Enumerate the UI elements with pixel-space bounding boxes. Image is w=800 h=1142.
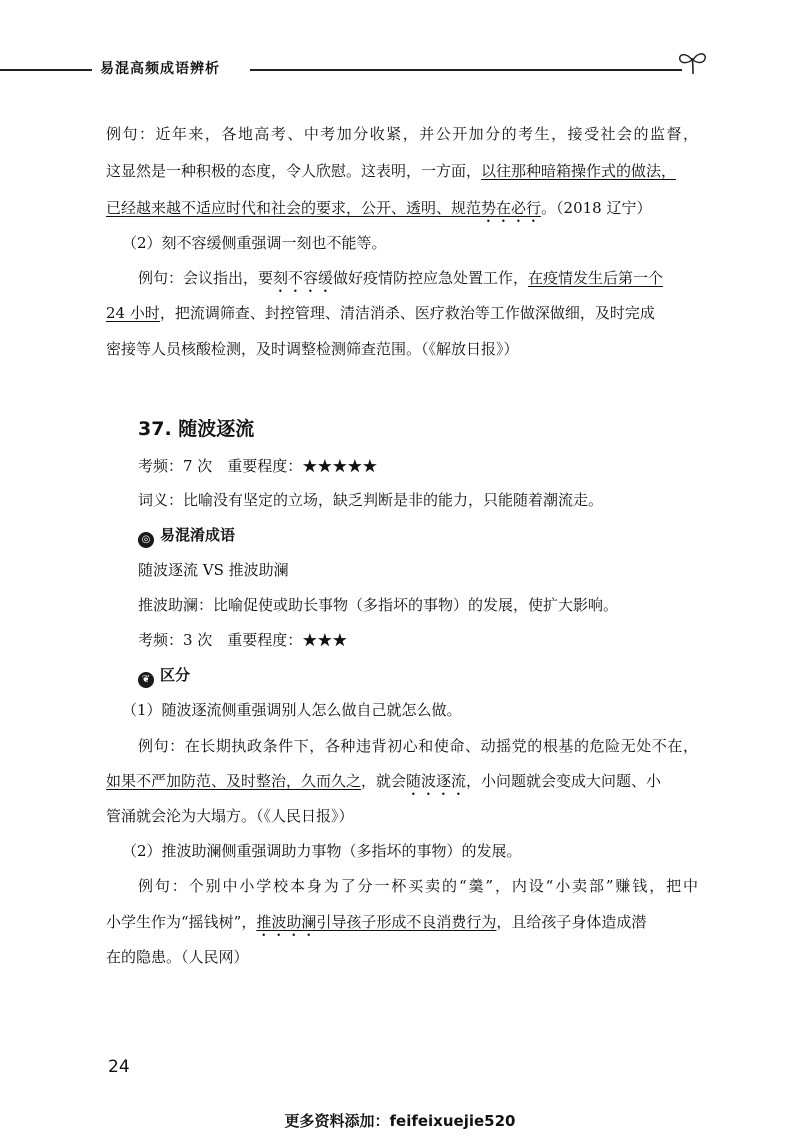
example-paragraph-line: 例句：近年来，各地高考、中考加分收紧，并公开加分的考生，接受社会的监督，	[106, 125, 698, 143]
distinguish-heading	[138, 665, 190, 688]
example-paragraph-line: 管涌就会沦为大塌方。（《人民日报》）	[106, 807, 354, 825]
example-paragraph-line	[106, 198, 651, 226]
idiom-emphasis: 随波逐流	[406, 772, 467, 790]
underlined-text: 引导孩子形成不良消费行为	[316, 913, 497, 931]
idiom-meaning: 词义：比喻没有坚定的立场，缺乏判断是非的能力，只能随着潮流走。	[138, 491, 604, 509]
example-paragraph-line	[138, 268, 663, 296]
idiom-emphasis: 刻不容缓	[273, 269, 334, 287]
alt-idiom-meaning: 推波助澜：比喻促使或助长事物（多指坏的事物）的发展，使扩大影响。	[138, 596, 619, 614]
plain-text: ，小问题就会变成大问题、小	[466, 772, 662, 790]
plain-text: ，且给孩子身体造成潜	[496, 913, 647, 931]
example-paragraph-line	[106, 161, 676, 181]
plain-text: 这显然是一种积极的态度，令人欣慰。这表明，一方面，	[106, 162, 482, 180]
footer-note: 更多资料添加：feifeixuejie520	[284, 1112, 516, 1130]
usage-point: （2）刻不容缓侧重强调一刻也不能等。	[122, 234, 387, 252]
plain-text: 例句：会议指出，要	[138, 269, 274, 287]
alt-exam-frequency: 考频：3 次 重要程度：★★★	[138, 631, 348, 649]
plain-text: ，就会	[361, 772, 407, 790]
confusable-heading-label: 易混淆成语	[160, 526, 236, 544]
idiom-emphasis: 推波助澜	[256, 913, 317, 931]
example-paragraph-line: 密接等人员核酸检测，及时调整检测筛查范围。（《解放日报》）	[106, 340, 519, 358]
header-rule-left	[0, 69, 92, 71]
underlined-text: 在疫情发生后第一个	[528, 269, 664, 287]
confusable-heading	[138, 525, 235, 548]
exam-frequency: 考频：7 次 重要程度：★★★★★	[138, 457, 378, 475]
example-paragraph-line: 在的隐患。（人民网）	[106, 948, 249, 966]
plain-text: 做好疫情防控应急处置工作，	[333, 269, 529, 287]
example-paragraph-line	[106, 912, 646, 940]
section-title: 37. 随波逐流	[138, 418, 255, 440]
underlined-text: 24 小时	[106, 304, 160, 322]
usage-point: （1）随波逐流侧重强调别人怎么做自己就怎么做。	[122, 701, 462, 719]
example-paragraph-line	[106, 771, 661, 799]
circle-badge-icon: ◎	[138, 532, 154, 548]
idiom-emphasis: 势在必行	[481, 199, 542, 217]
example-paragraph-line: 例句：个别中小学校本身为了分一杯买卖的“羹”，内设“小卖部”赚钱，把中	[138, 877, 698, 895]
example-paragraph-line: 例句：在长期执政条件下，各种违背初心和使命、动摇党的根基的危险无处不在，	[138, 737, 698, 755]
underlined-text: 如果不严加防范、及时整治，久而久之	[106, 772, 362, 790]
leaf-badge-icon: ❦	[138, 672, 154, 688]
plain-text: ，把流调筛查、封控管理、清洁消杀、医疗救治等工作做深做细，及时完成	[159, 304, 655, 322]
usage-point: （2）推波助澜侧重强调助力事物（多指坏的事物）的发展。	[122, 842, 522, 860]
plain-text: 小学生作为“摇钱树”，	[106, 913, 257, 931]
example-paragraph-line	[106, 303, 655, 323]
distinguish-heading-label: 区分	[160, 666, 191, 684]
source-citation: 。（2018 辽宁）	[541, 199, 652, 217]
idiom-pair: 随波逐流 VS 推波助澜	[138, 561, 289, 579]
running-title: 易混高频成语辨析	[100, 61, 220, 77]
page-number: 24	[108, 1057, 130, 1077]
header-rule-right	[250, 69, 682, 71]
sprout-icon	[676, 50, 710, 76]
underlined-text: 已经越来越不适应时代和社会的要求，公开、透明、规范	[106, 199, 482, 217]
underlined-text: 以往那种暗箱操作式的做法，	[481, 162, 677, 180]
